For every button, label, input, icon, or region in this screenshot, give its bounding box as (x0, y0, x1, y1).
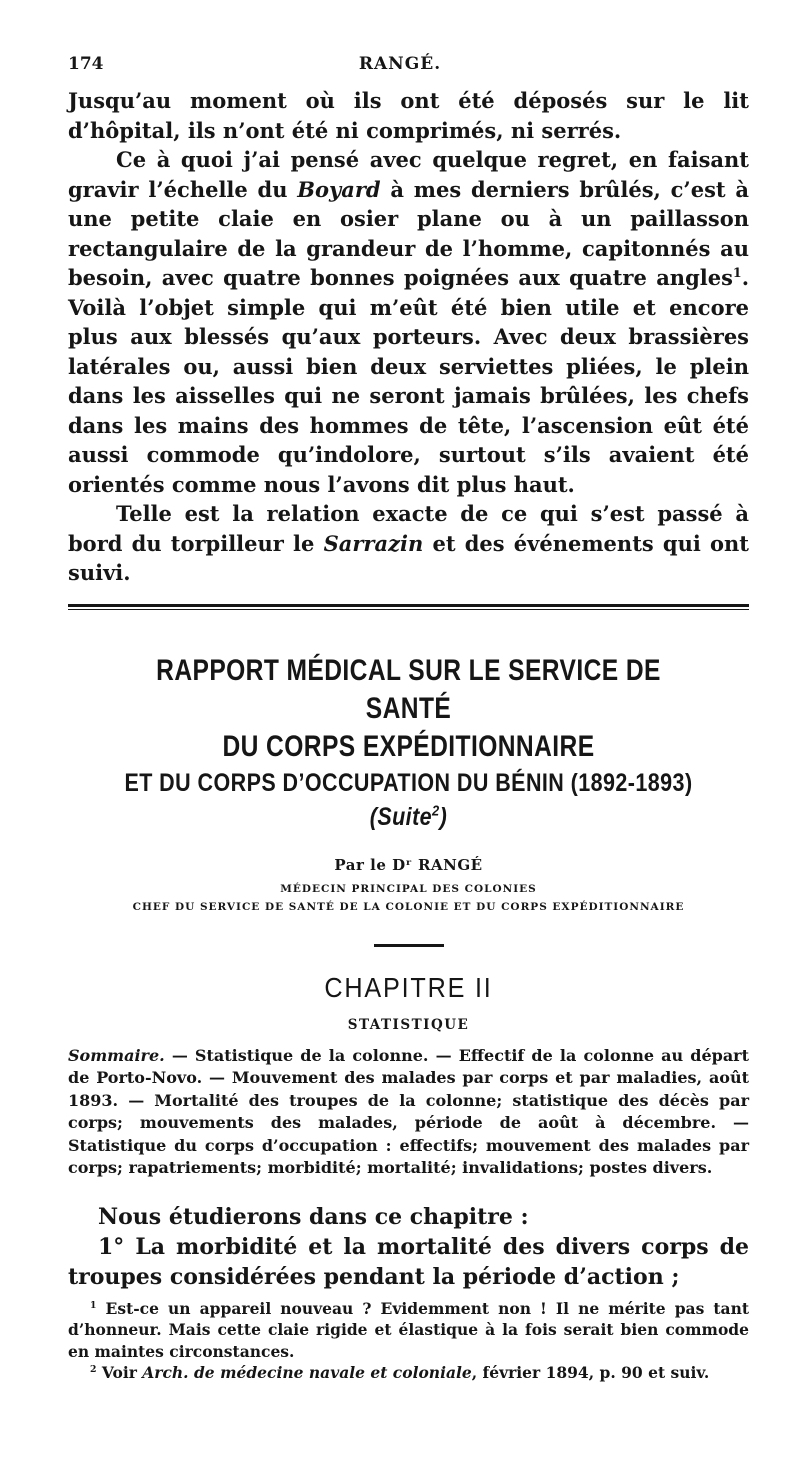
footnote-2-marker: 2 (90, 1363, 97, 1375)
author-byline: Par le Dʳ RANGÉ (334, 855, 483, 874)
summary-label: Sommaire. (68, 1045, 165, 1065)
footnote-2-before: Voir (96, 1363, 143, 1382)
paragraph-1-text: Jusqu’au moment où ils ont été déposés sur le lit d’hôpital, ils n’ont été ni comprimés, ni serrés. (68, 88, 749, 143)
paragraph-2-before: Ce à quoi j’ai pensé avec quelque regret, en faisant gravir l’échelle du (68, 147, 749, 202)
chapter-heading: CHAPITRE II (324, 971, 493, 1003)
section-heading: STATISTIQUE (347, 1016, 470, 1033)
paragraph-3-before: Telle est la relation exacte de ce qui s’est passé à bord du torpilleur le (68, 501, 749, 556)
report-title-line-3-text: ET DU CORPS D’OCCUPATION DU BÉNIN (1892-1893) (124, 768, 693, 797)
intro-line-1: Nous étudierons dans ce chapitre : (98, 1203, 529, 1230)
ship-name-boyard: Boyard (297, 176, 381, 202)
footnote-2 (68, 1362, 749, 1384)
footnote-2-journal: Arch. de médecine navale et coloniale (142, 1363, 472, 1382)
page-header (68, 54, 732, 80)
suite-close: ) (439, 802, 448, 831)
report-title-line-1: RAPPORT MÉDICAL SUR LE SERVICE DE SANTÉ (156, 653, 661, 725)
report-title-line-2: DU CORPS EXPÉDITIONNAIRE (222, 729, 595, 763)
author-affiliation-1: MÉDECIN PRINCIPAL DES COLONIES (280, 882, 537, 895)
section-divider-thick (68, 604, 749, 607)
footnote-1 (68, 1298, 749, 1363)
intro-line-2: 1° La morbidité et la mortalité des divers corps de troupes considérées pendant la période d’action ; (68, 1233, 749, 1290)
report-title-suite (370, 803, 448, 831)
page-body (68, 86, 749, 1384)
report-title-line-3 (116, 766, 702, 834)
suite-label: (Suite (369, 802, 433, 831)
paragraph-3-after: et des événements qui ont suivi. (68, 530, 750, 585)
footnote-1-marker: 1 (90, 1299, 97, 1311)
ship-name-sarrazin: Sarrazin (323, 530, 424, 556)
section-divider-thin (68, 609, 749, 610)
author-affiliation-2: CHEF DU SERVICE DE SANTÉ DE LA COLONIE ET DU CORPS EXPÉDITIONNAIRE (132, 900, 685, 913)
footnote-ref-1: 1 (732, 265, 742, 280)
summary-paragraph (68, 1045, 749, 1180)
footnote-1-text: Est-ce un appareil nouveau ? Evidemment non ! Il ne mérite pas tant d’honneur. Mais cette claie rigide et élastique à la fois serait bien commode en maintes circonstances. (68, 1298, 749, 1361)
paragraph-2-after: à mes derniers brûlés, c’est à une petite claie en osier plane ou à un paillasson rectangulaire de la grandeur de l’homme, capitonnés au besoin, avec quatre bonnes poignées aux quatre angles (68, 176, 749, 290)
page-number: 174 (68, 54, 104, 74)
footnote-ref-2: 2 (432, 802, 440, 820)
paragraph-3 (68, 499, 749, 588)
running-title: RANGÉ. (358, 54, 442, 74)
paragraph-2 (68, 145, 749, 499)
paragraph-2-tail: . Voilà l’objet simple qui m’eût été bien utile et encore plus aux blessés qu’aux porteurs. Avec deux brassières latérales ou, aussi bien deux serviettes pliées, le plein dans les aisselles qui ne seront jamais brûlées, les chefs dans les mains des hommes de tête, l’ascension eût été aussi commode qu’indolore, surtout s’ils avaient été orientés comme nous l’avons dit plus haut. (68, 265, 749, 497)
footnote-2-after: , février 1894, p. 90 et suiv. (471, 1363, 710, 1382)
summary-text: — Statistique de la colonne. — Effectif de la colonne au départ de Porto-Novo. — Mouvement des malades par corps et par maladies, août 1893. — Mortalité des troupes de la colonne; statistique des décès par corps; mouvements des malades, période de août à décembre. — Statistique du corps d’occupation : effectifs; mouvement des malades par corps; rapatriements; morbidité; mortalité; invalidations; postes divers. (68, 1045, 749, 1177)
short-divider (374, 944, 444, 947)
paragraph-1 (68, 86, 749, 145)
